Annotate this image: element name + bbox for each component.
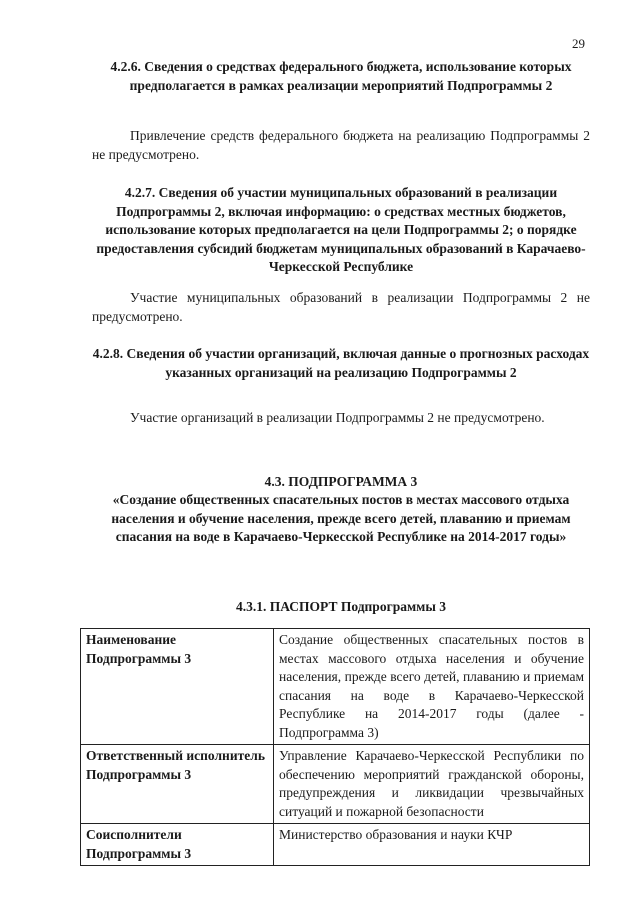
section-4-2-8-heading: 4.2.8. Сведения об участии организаций, включая данные о прогнозных расходах указанных организаций на реализацию Подпрограммы 2 bbox=[92, 346, 590, 380]
section-4-3-subtitle: «Создание общественных спасательных постов в местах массового отдыха населения и обучение населения, прежде всего детей, плаванию и приемам спасания на воде в Карачаево-Черкесской Республике на 2014-2017 годы» bbox=[111, 492, 571, 544]
section-4-2-7-heading: 4.2.7. Сведения об участии муниципальных образований в реализации Подпрограммы 2, включая информацию: о средствах местных бюджетов, использование которых предполагается на цели Подпрограммы 2; о порядке предоставления субсидий бюджетам муниципальных образований в Карачаево-Черкесской Республике bbox=[96, 185, 586, 274]
page-number: 29 bbox=[572, 36, 585, 51]
section-4-2-7-text: Участие муниципальных образований в реализации Подпрограммы 2 не предусмотрено. bbox=[92, 290, 590, 324]
passport-table bbox=[80, 628, 590, 866]
table-row bbox=[81, 629, 590, 745]
passport-value-name: Создание общественных спасательных постов в местах массового отдыха населения и обучение населения, прежде всего детей, плаванию и приемам спасания на воде в Карачаево-Черкесской Республике на 2014-2017 годы (далее - Подпрограмма 3) bbox=[274, 629, 590, 745]
section-4-2-6-heading: 4.2.6. Сведения о средствах федерального бюджета, использование которых предполагается в рамках реализации мероприятий Подпрограммы 2 bbox=[110, 59, 572, 93]
section-4-2-8-text: Участие организаций в реализации Подпрограммы 2 не предусмотрено. bbox=[130, 410, 545, 425]
passport-value-executor: Управление Карачаево-Черкесской Республики по обеспечению мероприятий гражданской обороны, предупреждения и ликвидации чрезвычайных ситуаций и пожарной безопасности bbox=[274, 745, 590, 824]
passport-label-executor: Ответственный исполнитель Подпрограммы 3 bbox=[81, 745, 274, 824]
section-4-3-title: 4.3. ПОДПРОГРАММА 3 bbox=[264, 474, 418, 489]
section-4-2-6-text: Привлечение средств федерального бюджета на реализацию Подпрограммы 2 не предусмотрено. bbox=[92, 128, 590, 162]
passport-label-coexecutors: Соисполнители Подпрограммы 3 bbox=[81, 824, 274, 866]
passport-title: 4.3.1. ПАСПОРТ Подпрограммы 3 bbox=[235, 599, 447, 614]
table-row bbox=[81, 745, 590, 824]
passport-value-coexecutors: Министерство образования и науки КЧР bbox=[274, 824, 590, 866]
table-row bbox=[81, 824, 590, 866]
passport-label-name: Наименование Подпрограммы 3 bbox=[81, 629, 274, 745]
